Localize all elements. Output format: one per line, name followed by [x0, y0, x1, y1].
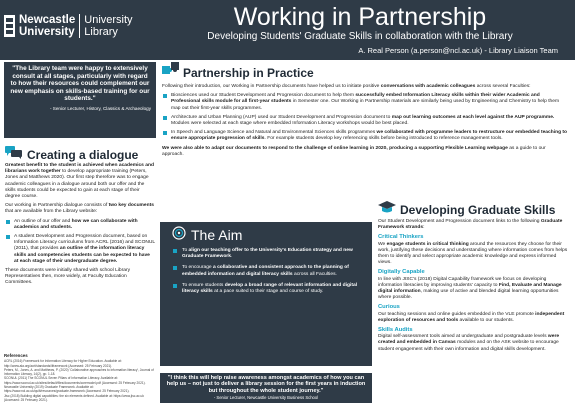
partnership-b1-pre: Biosciences used our Student Development and Progression document to help them [171, 93, 356, 99]
reference-item: Newcastle University (2019) Graduate Framework. Available at: https://www.ncl.ac.uk/quilt/resources/graduate-framework (Accessed: 25 February 2021). [4, 385, 130, 394]
graduate-intro-bold: Graduate Framework strands [378, 219, 563, 231]
university-logo [4, 6, 144, 46]
partnership-body [162, 84, 568, 161]
partnership-b1-post: in Semester one. Our Working in Partnership materials are similarly being used by Engineering and Chemistry to help them map out their first-year skills programmes. [171, 99, 560, 111]
logo-text-university-right: University [84, 14, 133, 26]
dialogue-paragraph-3: These documents were initially shared with school Library Representatives then, more widely, at Faculty Education Committees. [5, 268, 131, 286]
list-item [5, 234, 155, 265]
quote-attribution: - Senior Lecturer, History, Classics & Archaeology [49, 105, 151, 111]
dialogue-p2-pre: Our working in Partnership dialogue consists of [5, 203, 109, 209]
logo-text-newcastle: Newcastle [19, 14, 76, 26]
references-heading: References [4, 353, 28, 358]
references [4, 354, 156, 402]
section-post: modules and on the ASK website to encourage student engagement with their own information and digital skills development. [378, 340, 559, 352]
graduate-body [378, 219, 570, 356]
target-icon [172, 226, 186, 243]
puzzle-icon [162, 62, 180, 83]
bullet2-bold: an outline of the information literacy skills and competencies students can be expected to have at each stage of their undergraduate degree. [14, 246, 150, 264]
castle-shield-icon [4, 15, 15, 37]
dialogue-paragraph-2 [5, 203, 155, 215]
section-bold: Find, Evaluate and Manage digital information [378, 282, 562, 295]
reference-item: SCONUL (2011) The SCONUL Seven Pillars of Information Literacy. Available at: https://www.sconul.ac.uk/sites/default/files/documents/coremodel.pdf (Accessed: 25 February 2021). [4, 376, 146, 385]
logo-text-library: Library [84, 26, 118, 38]
partnership-outro-bold: We were also able to adapt our documents to respond to the challenge of online learning in 2020, producing a supporting Flexible Learning webpage [162, 145, 508, 151]
list-item [172, 265, 366, 277]
graduate-heading [378, 200, 555, 219]
reference-item: ACRL (2016) Framework for Information Literacy for Higher Education. Available at: http://www.ala.org/acrl/standards/ilframework (Accessed: 25 February 2021). [4, 359, 122, 368]
aim-item-bold: a collaborative and consistent approach to the planning of embedded information and digital literacy skills [182, 265, 349, 277]
aim-item-pre: To [182, 248, 189, 253]
partnership-outro-post: as a guide to our approach. [162, 145, 546, 157]
list-item [162, 93, 568, 112]
partnership-intro-bold: conversations with academic colleagues [380, 84, 476, 89]
aim-item-bold: align our teaching offer to the University's Education strategy and new Graduate Framework [182, 248, 353, 260]
graduate-intro-pre: Our Student Development and Progression document links to the following [378, 219, 541, 224]
partnership-intro [162, 84, 568, 90]
poster-subtitle: Developing Students' Graduate Skills in collaboration with the Library [207, 31, 513, 42]
graduate-intro [378, 219, 570, 231]
quote-text: "I think this will help raise awareness amongst academics of how you can help us – not just to deliver a library session for the first years in induction but throughout the whole student journey." [166, 375, 366, 394]
aim-item-post: across all Faculties. [292, 271, 337, 277]
partnership-b3-pre: In Speech and Language Science and Natural and Environmental Sciences skills programmes [171, 130, 377, 136]
dialogue-p2-bold: two key documents [108, 203, 154, 209]
dialogue-title: Creating a dialogue [27, 148, 139, 162]
aim-box [160, 222, 372, 366]
digitally-capable-text [378, 277, 570, 302]
quote-text: "The Library team were happy to extensively consult at all stages, particularly with regard to how their resources could complement our new emphasis on skills-based training for our students." [10, 65, 150, 103]
partnership-b2-post: Modules were selected at each stage where embedded Information Literacy workshops would be best placed. [171, 121, 409, 127]
section-post: around the resources they choose for their work, justifying these decisions and understanding where information comes from helps them to identify and select appropriate academic knowledge and express informed views. [378, 241, 568, 266]
dialogue-p2-post: that are available from the Library website: [5, 209, 98, 215]
author-line: A. Real Person (a.person@ncl.ac.uk) - Library Liaison Team [358, 46, 558, 55]
history-quote-box [4, 62, 156, 138]
list-item [172, 283, 366, 295]
bullet1-pre: An outline of our offer and [14, 218, 72, 224]
chat-bubbles-icon [5, 146, 23, 164]
poster-header [0, 0, 575, 60]
partnership-outro [162, 146, 568, 158]
partnership-title: Partnership in Practice [183, 65, 314, 80]
section-pre: Our teaching sessions and online guides embedded in the VLE promote [378, 311, 536, 317]
partnership-list [162, 93, 568, 142]
dialogue-body [5, 163, 155, 290]
subheading-curious: Curious [378, 304, 400, 311]
aim-item-bold: develop a broad range of relevant information and digital literacy skills [182, 282, 358, 295]
aim-item-post: at a pace suited to their stage and course of study. [212, 289, 324, 295]
aim-item-pre: To ensure students [182, 282, 225, 288]
curious-text [378, 312, 570, 324]
section-pre: We [378, 241, 387, 247]
partnership-b3-bold: we collaborated with programme leaders to restructure our embedded teaching to ensure appropriate progression of skills [171, 130, 568, 142]
aim-item-pre: To encourage [182, 265, 213, 271]
skills-audits-text [378, 334, 570, 353]
section-post: , making use of active and blended digital learning opportunities where possible. [378, 289, 559, 301]
aim-title: The Aim [191, 226, 243, 243]
partnership-intro-post: across several Faculties: [475, 84, 531, 89]
section-bold: independent exploration of resources and tools [378, 311, 565, 323]
aim-list [172, 248, 366, 300]
partnership-intro-pre: Following their introduction, our Working in Partnership documents have helped us to initiate positive [162, 84, 381, 89]
list-item [162, 130, 568, 142]
section-bold: were created and embedded in Canvas [378, 334, 560, 346]
dialogue-paragraph-1 [5, 163, 155, 200]
partnership-b1-bold: successfully embed Information Literacy skills within their wider Academic and Professional skills module for all first-year students [171, 93, 540, 105]
logo-divider [79, 14, 80, 38]
graduation-cap-icon [378, 200, 396, 219]
dialogue-p1-bold: Greatest benefit to the student is achieved when academics and librarians work together [5, 163, 154, 175]
list-item [5, 219, 155, 231]
critical-thinkers-text [378, 242, 570, 267]
subheading-skills-audits: Skills Audits [378, 327, 413, 334]
list-item [162, 115, 568, 127]
section-post: available to our students. [458, 317, 514, 323]
partnership-heading [162, 62, 314, 83]
subheading-digitally-capable: Digitally Capable [378, 269, 425, 276]
graduate-intro-post: : [423, 225, 425, 231]
logo-text-university: University [19, 26, 75, 38]
partnership-b3-post: . For example students develop key referencing skills before being introduced to reference management tools. [264, 136, 503, 142]
partnership-b2-pre: Architecture and Urban Planning (AUP) used our Student Development and Progression document to [171, 114, 392, 120]
section-pre: In line with JISC's (2018) Digital Capability framework we focus on developing information literacies by improving students' capacity to [378, 276, 547, 288]
aim-item-post: . [230, 254, 233, 260]
bullet1-bold: how we can collaborate with academics and students. [14, 218, 138, 230]
poster-title: Working in Partnership [233, 3, 487, 31]
list-item [172, 248, 366, 260]
quote-attribution: - Senior Lecturer, Newcastle University Business School [213, 395, 319, 401]
section-pre: Digital self-assessment tools aimed at undergraduate and postgraduate levels [378, 334, 548, 340]
dialogue-heading [5, 146, 138, 164]
reference-item: Peters, M., Jones, A. and Matthews, P. (2020) 'Collaborative approaches to information literacy', Journal of Information Literacy, 14(2), pp. 1-18. [4, 367, 154, 377]
dialogue-document-list [5, 219, 155, 265]
graduate-title: Developing Graduate Skills [400, 202, 556, 217]
partnership-b2-bold: map out learning outcomes at each level against the AUP programme. [391, 114, 555, 120]
aim-heading [172, 226, 242, 243]
reference-item: Jisc (2018) Building digital capabilities: the six elements defined. Available at: https://www.jisc.ac.uk (Accessed: 25 February 2021). [4, 393, 144, 402]
subheading-critical-thinkers: Critical Thinkers [378, 234, 424, 241]
dialogue-p1-rest: to develop appropriate training (Peters, Jones and Matthews 2020). Our first step therefore was to engage academic colleagues in a dialogue around both our offer and the skills students could be expected to gain at each stage of their degree course. [5, 169, 149, 200]
bullet2-pre: A student Development and Progression document, based on Information Literacy curriculums from ACRL (2016) and SCONUL (2011), that provides [14, 234, 155, 252]
business-school-quote-box [160, 373, 372, 403]
section-bold: engage students in critical thinking [386, 241, 469, 247]
